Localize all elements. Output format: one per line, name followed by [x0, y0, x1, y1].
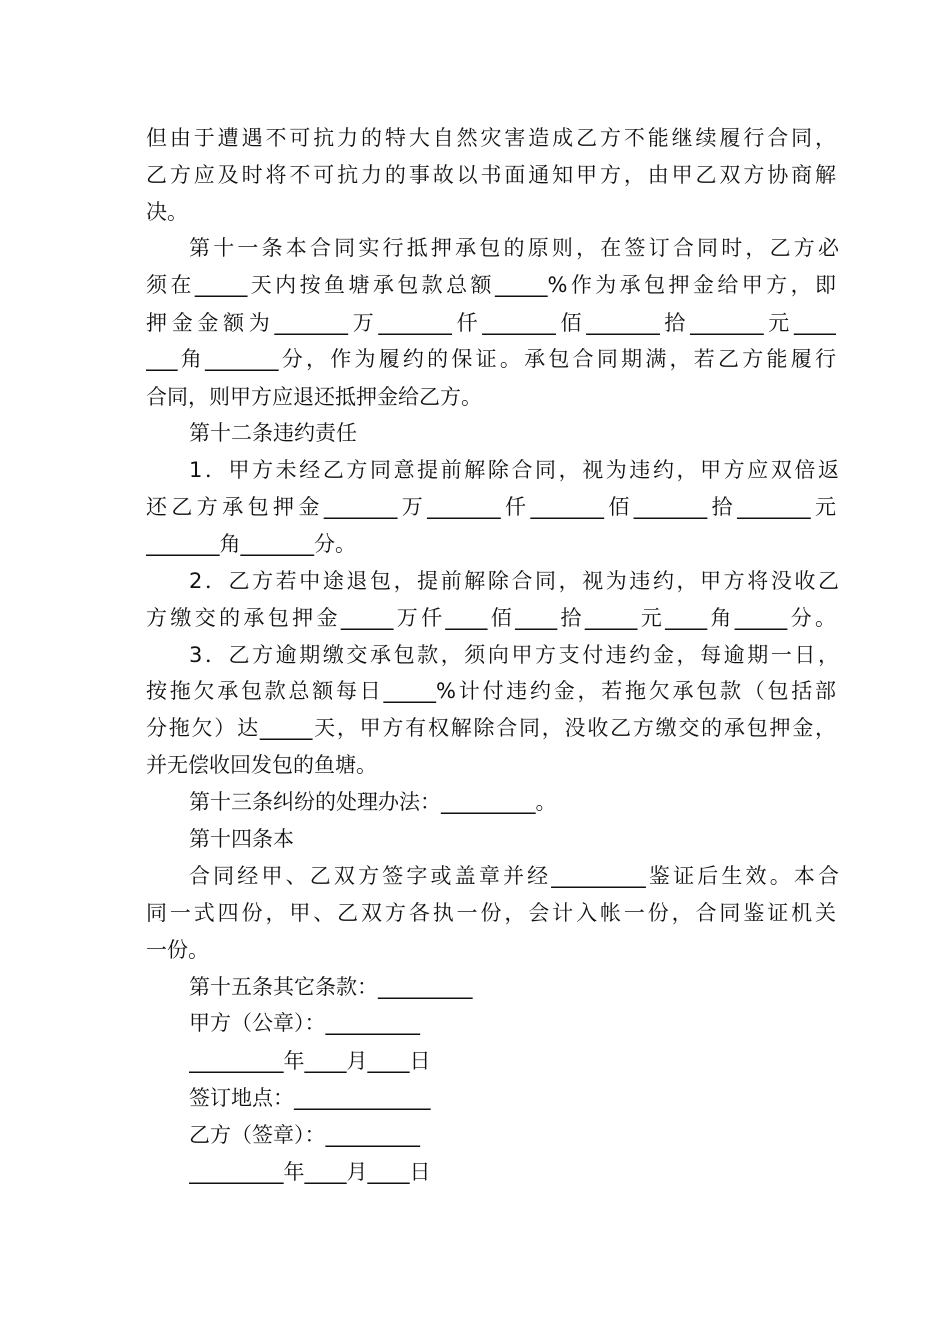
- text-line: 但由于遭遇不可抗力的特大自然灾害造成乙方不能继续履行合同，: [146, 126, 836, 150]
- text-line: _______角_______分。: [146, 532, 356, 556]
- text-line: 同一式四份，甲、乙双方各执一份，会计入帐一份，合同鉴证机关: [146, 901, 836, 925]
- section-heading: 第十四条本: [189, 827, 294, 851]
- location-line: 签订地点：_____________: [189, 1086, 431, 1110]
- section-heading: 第十五条其它条款：_________: [189, 975, 473, 999]
- section-heading: 第十二条违约责任: [189, 421, 357, 445]
- text-line: 方缴交的承包押金_____万仟____佰____拾_____元____角_____分。: [146, 606, 836, 630]
- signature-line: 乙方（签章）：_________: [189, 1123, 420, 1147]
- section-heading: 第十三条纠纷的处理办法：_________。: [189, 790, 557, 814]
- text-line: 决。: [146, 200, 188, 224]
- text-line: 押金金额为_______万_______仟_______佰_______拾_______元____: [146, 311, 836, 335]
- text-line: 2．乙方若中途退包，提前解除合同，视为违约，甲方将没收乙: [189, 569, 839, 593]
- text-line: 乙方应及时将不可抗力的事故以书面通知甲方，由甲乙双方协商解: [146, 163, 836, 187]
- text-line: 按拖欠承包款总额每日_____%计付违约金，若拖欠承包款（包括部: [146, 679, 836, 703]
- text-line: 还乙方承包押金_______万_______仟_______佰_______拾_______元: [146, 495, 836, 519]
- signature-line: 甲方（公章）：_________: [189, 1011, 420, 1035]
- text-line: 合同，则甲方应退还抵押金给乙方。: [146, 385, 482, 409]
- text-line: 分拖欠）达_____天，甲方有权解除合同，没收乙方缴交的承包押金，: [146, 716, 836, 740]
- date-line: _________年____月____日: [189, 1049, 431, 1073]
- text-line: 第十一条本合同实行抵押承包的原则，在签订合同时，乙方必: [189, 236, 839, 260]
- text-line: 1．甲方未经乙方同意提前解除合同，视为违约，甲方应双倍返: [189, 458, 839, 482]
- text-line: 合同经甲、乙双方签字或盖章并经_________鉴证后生效。本合: [189, 864, 839, 888]
- text-line: ___角_______分，作为履约的保证。承包合同期满，若乙方能履行: [146, 347, 836, 371]
- text-line: 一份。: [146, 938, 209, 962]
- date-line: _________年____月____日: [189, 1160, 431, 1184]
- text-line: 须在_____天内按鱼塘承包款总额_____%作为承包押金给甲方，即: [146, 273, 836, 297]
- text-line: 并无偿收回发包的鱼塘。: [146, 753, 377, 777]
- text-line: 3．乙方逾期缴交承包款，须向甲方支付违约金，每逾期一日，: [189, 643, 839, 667]
